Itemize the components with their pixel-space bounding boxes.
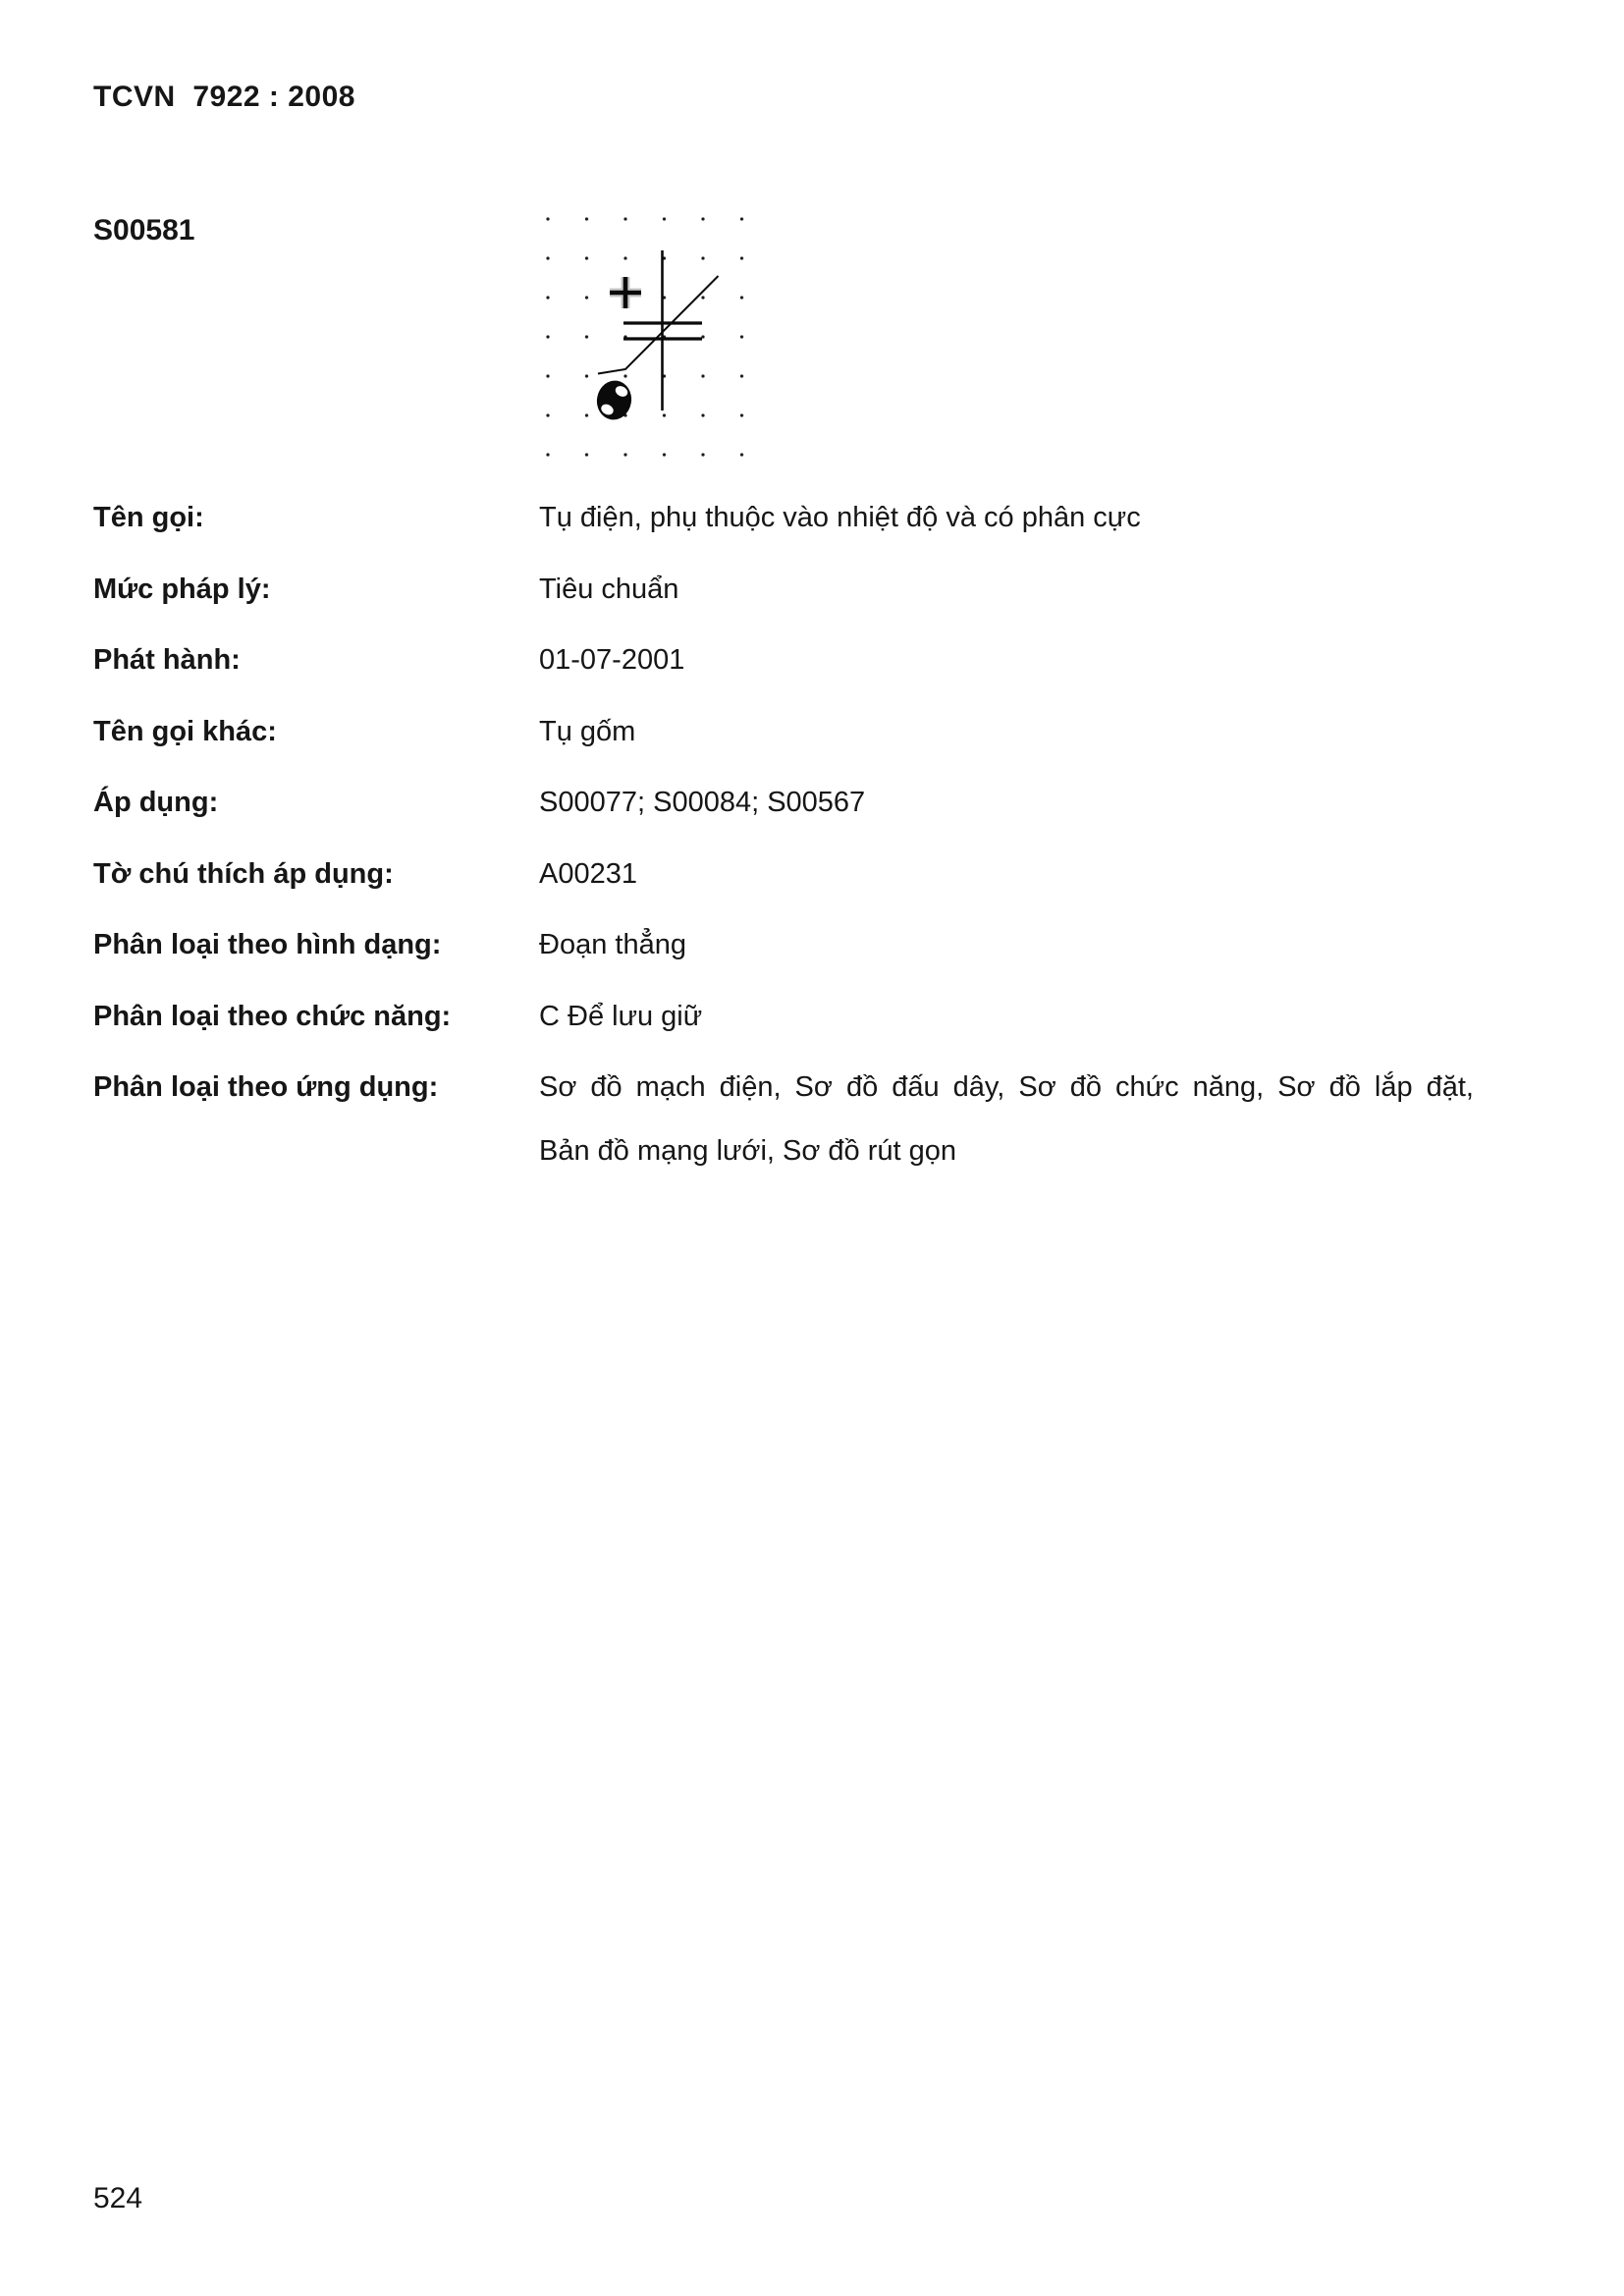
- symbol-id: S00581: [93, 214, 195, 246]
- field-value: 01-07-2001: [539, 644, 685, 676]
- field-label: Phát hành:: [93, 644, 241, 676]
- field-row: [93, 640, 1478, 680]
- field-row: [93, 925, 1478, 964]
- field-value: A00231: [539, 858, 637, 890]
- field-row: [93, 997, 1478, 1036]
- field-row: [93, 783, 1478, 822]
- field-value: C Để lưu giữ: [539, 1001, 703, 1032]
- field-value: Tụ gốm: [539, 716, 636, 747]
- field-row: [93, 854, 1478, 894]
- field-label: Áp dụng:: [93, 787, 219, 818]
- field-row: [93, 498, 1478, 537]
- field-value: S00077; S00084; S00567: [539, 787, 866, 818]
- field-value: [539, 1067, 1474, 1171]
- field-row: [93, 1067, 1478, 1167]
- field-label: Tờ chú thích áp dụng:: [93, 858, 394, 890]
- field-row: [93, 712, 1478, 751]
- field-row: [93, 570, 1478, 609]
- field-value: Đoạn thẳng: [539, 929, 686, 960]
- field-label: Phân loại theo ứng dụng:: [93, 1071, 439, 1103]
- field-value-line: Sơ đồ mạch điện, Sơ đồ đấu dây, Sơ đồ chức năng, Sơ đồ lắp đặt,: [539, 1071, 1474, 1103]
- field-label: Tên gọi khác:: [93, 716, 277, 747]
- field-value-line: Bản đồ mạng lưới, Sơ đồ rút gọn: [539, 1135, 957, 1167]
- field-value: Tiêu chuẩn: [539, 574, 679, 605]
- field-label: Phân loại theo chức năng:: [93, 1001, 452, 1032]
- field-label: Mức pháp lý:: [93, 574, 271, 605]
- field-value: Tụ điện, phụ thuộc vào nhiệt độ và có phân cực: [539, 502, 1141, 533]
- field-label: Tên gọi:: [93, 502, 204, 533]
- standard-code-title: TCVN 7922 : 2008: [93, 81, 355, 113]
- field-label: Phân loại theo hình dạng:: [93, 929, 442, 960]
- page-number: 524: [93, 2182, 143, 2214]
